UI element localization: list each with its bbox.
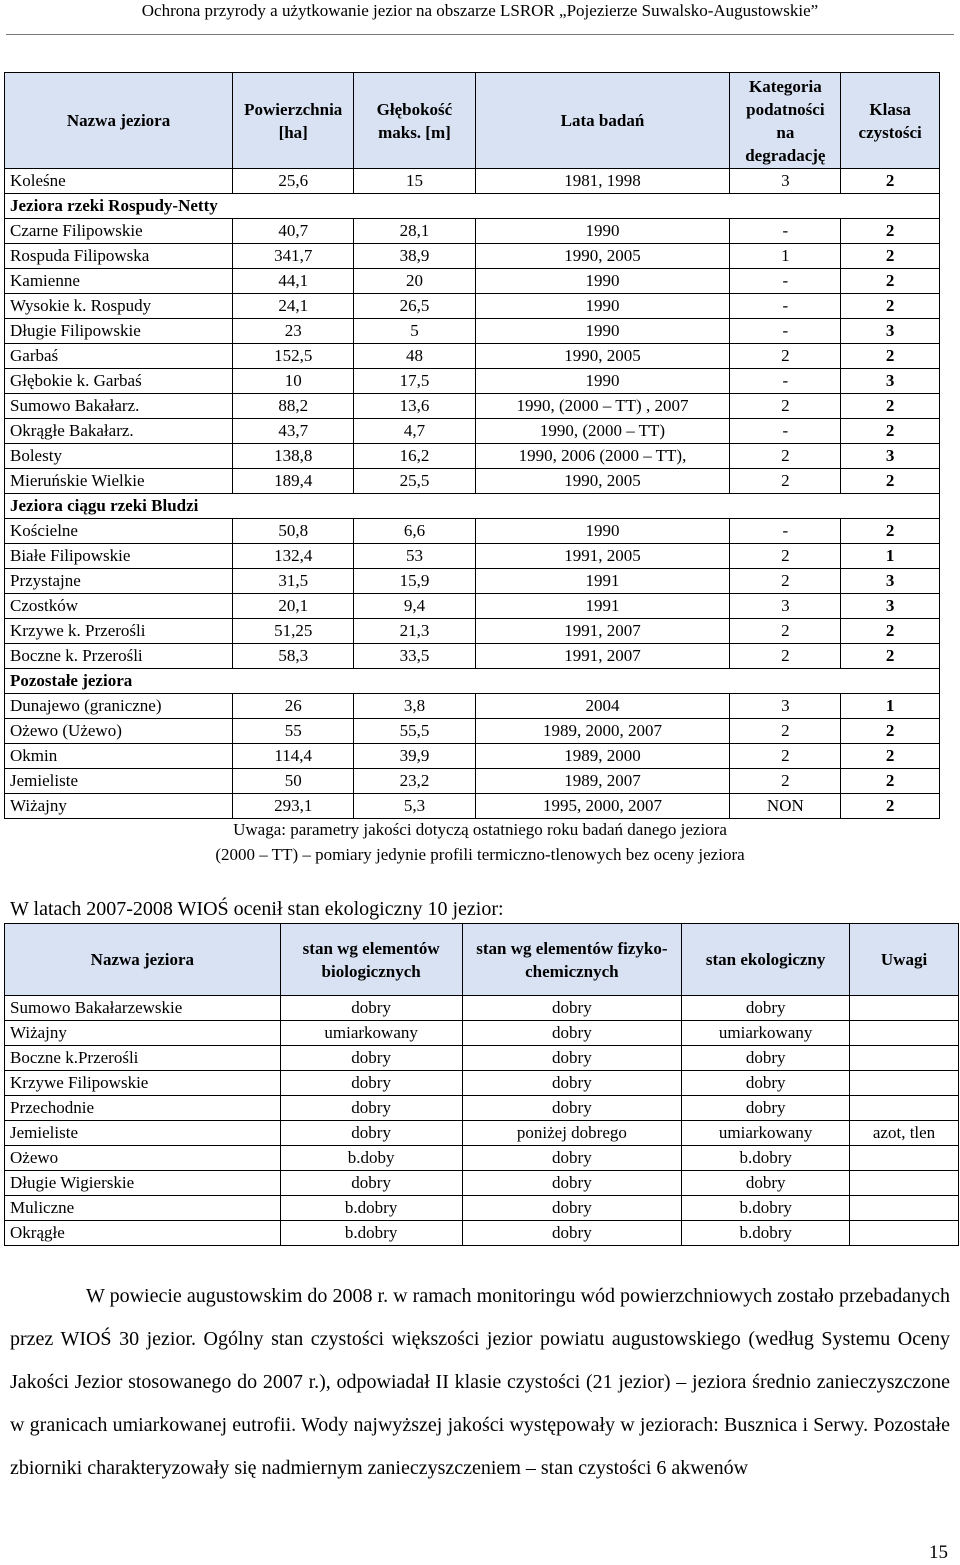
eco-row <box>5 996 959 1021</box>
cell-years: 1991, 2007 <box>475 644 730 669</box>
table-row <box>5 769 940 794</box>
eco-cell-bio: dobry <box>280 1121 462 1146</box>
table-row <box>5 619 940 644</box>
eco-cell-notes <box>850 996 959 1021</box>
cell-area: 44,1 <box>233 269 354 294</box>
cell-class: 2 <box>841 619 940 644</box>
eco-cell-physchem: dobry <box>462 1096 682 1121</box>
cell-years: 1990 <box>475 294 730 319</box>
cell-depth: 20 <box>354 269 475 294</box>
cell-area: 88,2 <box>233 394 354 419</box>
eco-table-header-row <box>5 924 959 996</box>
cell-name: Ożewo (Użewo) <box>5 719 233 744</box>
cell-area: 114,4 <box>233 744 354 769</box>
col-header-depth: Głębokość maks. [m] <box>354 73 475 169</box>
cell-years: 1991 <box>475 569 730 594</box>
cell-category: 2 <box>730 719 841 744</box>
cell-class: 1 <box>841 694 940 719</box>
cell-depth: 28,1 <box>354 219 475 244</box>
cell-class: 2 <box>841 794 940 819</box>
eco-cell-name: Okrągłe <box>5 1221 281 1246</box>
table-note-2: (2000 – TT) – pomiary jedynie profili termiczno-tlenowych bez oceny jeziora <box>215 845 745 864</box>
cell-depth: 55,5 <box>354 719 475 744</box>
cell-name: Mieruńskie Wielkie <box>5 469 233 494</box>
cell-depth: 6,6 <box>354 519 475 544</box>
eco-cell-eco: dobry <box>682 1046 850 1071</box>
cell-class: 1 <box>841 544 940 569</box>
cell-category: - <box>730 519 841 544</box>
cell-depth: 5,3 <box>354 794 475 819</box>
cell-category: 2 <box>730 344 841 369</box>
cell-category: 2 <box>730 469 841 494</box>
eco-cell-physchem: dobry <box>462 1071 682 1096</box>
cell-category: 2 <box>730 744 841 769</box>
eco-cell-eco: umiarkowany <box>682 1121 850 1146</box>
eco-cell-notes: azot, tlen <box>850 1121 959 1146</box>
cell-years: 1991, 2005 <box>475 544 730 569</box>
cell-area: 341,7 <box>233 244 354 269</box>
eco-header-notes: Uwagi <box>850 924 959 996</box>
cell-years: 1995, 2000, 2007 <box>475 794 730 819</box>
cell-class: 2 <box>841 269 940 294</box>
eco-cell-bio: dobry <box>280 1171 462 1196</box>
cell-category: 2 <box>730 544 841 569</box>
lakes-table <box>4 72 940 819</box>
eco-cell-bio: umiarkowany <box>280 1021 462 1046</box>
cell-area: 31,5 <box>233 569 354 594</box>
cell-depth: 4,7 <box>354 419 475 444</box>
eco-cell-name: Ożewo <box>5 1146 281 1171</box>
eco-cell-eco: b.dobry <box>682 1146 850 1171</box>
cell-category: 3 <box>730 169 841 194</box>
cell-name: Sumowo Bakałarz. <box>5 394 233 419</box>
cell-name: Czarne Filipowskie <box>5 219 233 244</box>
cell-depth: 17,5 <box>354 369 475 394</box>
cell-years: 1989, 2007 <box>475 769 730 794</box>
cell-area: 189,4 <box>233 469 354 494</box>
cell-depth: 25,5 <box>354 469 475 494</box>
cell-category: 2 <box>730 444 841 469</box>
eco-cell-notes <box>850 1221 959 1246</box>
cell-years: 1990, (2000 – TT) , 2007 <box>475 394 730 419</box>
cell-depth: 33,5 <box>354 644 475 669</box>
cell-years: 1990, 2005 <box>475 469 730 494</box>
cell-class: 2 <box>841 644 940 669</box>
cell-category: 3 <box>730 694 841 719</box>
cell-category: 2 <box>730 569 841 594</box>
table-group-row <box>5 669 940 694</box>
cell-depth: 48 <box>354 344 475 369</box>
eco-row <box>5 1071 959 1096</box>
table-row <box>5 394 940 419</box>
eco-cell-bio: dobry <box>280 996 462 1021</box>
eco-row <box>5 1221 959 1246</box>
cell-area: 40,7 <box>233 219 354 244</box>
cell-category: - <box>730 219 841 244</box>
table-row <box>5 794 940 819</box>
eco-row <box>5 1046 959 1071</box>
cell-name: Głębokie k. Garbaś <box>5 369 233 394</box>
cell-class: 2 <box>841 769 940 794</box>
eco-cell-name: Boczne k.Przerośli <box>5 1046 281 1071</box>
eco-cell-notes <box>850 1071 959 1096</box>
cell-class: 2 <box>841 244 940 269</box>
cell-class: 2 <box>841 219 940 244</box>
cell-name: Boczne k. Przerośli <box>5 644 233 669</box>
cell-depth: 3,8 <box>354 694 475 719</box>
cell-name: Wiżajny <box>5 794 233 819</box>
table-row <box>5 469 940 494</box>
cell-depth: 21,3 <box>354 619 475 644</box>
cell-years: 1990, 2006 (2000 – TT), <box>475 444 730 469</box>
cell-name: Czostków <box>5 594 233 619</box>
cell-years: 1990 <box>475 219 730 244</box>
eco-header-physchem: stan wg elementów fizyko-chemicznych <box>462 924 682 996</box>
eco-cell-notes <box>850 1046 959 1071</box>
table-row <box>5 219 940 244</box>
body-paragraph <box>10 1275 950 1490</box>
cell-name: Okrągłe Bakałarz. <box>5 419 233 444</box>
cell-depth: 53 <box>354 544 475 569</box>
cell-class: 3 <box>841 594 940 619</box>
eco-cell-eco: dobry <box>682 1096 850 1121</box>
col-header-category: Kategoria podatności na degradację <box>730 73 841 169</box>
table-row <box>5 719 940 744</box>
cell-name: Wysokie k. Rospudy <box>5 294 233 319</box>
eco-cell-name: Muliczne <box>5 1196 281 1221</box>
cell-area: 55 <box>233 719 354 744</box>
eco-cell-physchem: dobry <box>462 1171 682 1196</box>
cell-area: 58,3 <box>233 644 354 669</box>
eco-row <box>5 1196 959 1221</box>
cell-area: 50 <box>233 769 354 794</box>
eco-cell-bio: b.dobry <box>280 1221 462 1246</box>
cell-years: 1989, 2000 <box>475 744 730 769</box>
eco-cell-physchem: dobry <box>462 1046 682 1071</box>
cell-name: Kamienne <box>5 269 233 294</box>
cell-class: 2 <box>841 169 940 194</box>
eco-cell-name: Wiżajny <box>5 1021 281 1046</box>
cell-class: 2 <box>841 719 940 744</box>
cell-class: 3 <box>841 569 940 594</box>
cell-name: Koleśne <box>5 169 233 194</box>
group-label: Pozostałe jeziora <box>5 669 940 694</box>
cell-name: Dunajewo (graniczne) <box>5 694 233 719</box>
cell-years: 2004 <box>475 694 730 719</box>
eco-row <box>5 1171 959 1196</box>
eco-cell-bio: dobry <box>280 1071 462 1096</box>
cell-area: 24,1 <box>233 294 354 319</box>
cell-depth: 13,6 <box>354 394 475 419</box>
table-row <box>5 269 940 294</box>
cell-area: 43,7 <box>233 419 354 444</box>
eco-cell-bio: dobry <box>280 1046 462 1071</box>
cell-class: 2 <box>841 419 940 444</box>
cell-class: 2 <box>841 744 940 769</box>
cell-name: Kościelne <box>5 519 233 544</box>
table-group-row <box>5 194 940 219</box>
eco-cell-eco: dobry <box>682 1071 850 1096</box>
cell-area: 23 <box>233 319 354 344</box>
cell-area: 10 <box>233 369 354 394</box>
cell-depth: 5 <box>354 319 475 344</box>
eco-cell-notes <box>850 1096 959 1121</box>
cell-category: - <box>730 419 841 444</box>
cell-class: 3 <box>841 319 940 344</box>
table-group-row <box>5 494 940 519</box>
cell-category: 1 <box>730 244 841 269</box>
body-paragraph-text: W powiecie augustowskim do 2008 r. w ramach monitoringu wód powierzchniowych zostało przebadanych przez WIOŚ 30 jezior. Ogólny stan czystości większości jezior powiatu augustowskiego (według Systemu Oceny Jakości Jezior stosowanego do 2007 r.), odpowiadał II klasie czystości (21 jezior) – jeziora średnio zanieczyszczone w granicach umiarkowanej eutrofii. Wody najwyższej jakości występowały w jeziorach: Busznica i Serwy. Pozostałe zbiorniki charakteryzowały się nadmiernym zanieczyszczeniem – stan czystości 6 akwenów <box>10 1285 950 1479</box>
group-label: Jeziora ciągu rzeki Bludzi <box>5 494 940 519</box>
cell-years: 1990 <box>475 369 730 394</box>
table-row <box>5 419 940 444</box>
cell-area: 26 <box>233 694 354 719</box>
cell-depth: 9,4 <box>354 594 475 619</box>
eco-cell-physchem: dobry <box>462 1146 682 1171</box>
cell-category: - <box>730 319 841 344</box>
group-label: Jeziora rzeki Rospudy-Netty <box>5 194 940 219</box>
table-row <box>5 569 940 594</box>
cell-area: 152,5 <box>233 344 354 369</box>
cell-depth: 38,9 <box>354 244 475 269</box>
table-row <box>5 544 940 569</box>
cell-area: 20,1 <box>233 594 354 619</box>
cell-name: Przystajne <box>5 569 233 594</box>
col-header-area: Powierzchnia [ha] <box>233 73 354 169</box>
cell-area: 25,6 <box>233 169 354 194</box>
table-note-1: Uwaga: parametry jakości dotyczą ostatniego roku badań danego jeziora <box>233 820 727 839</box>
cell-category: 2 <box>730 619 841 644</box>
eco-cell-bio: b.doby <box>280 1146 462 1171</box>
cell-years: 1990, 2005 <box>475 244 730 269</box>
eco-intro: W latach 2007-2008 WIOŚ ocenił stan ekologiczny 10 jezior: <box>10 898 504 920</box>
eco-cell-physchem: dobry <box>462 1021 682 1046</box>
table-row <box>5 369 940 394</box>
cell-category: 2 <box>730 769 841 794</box>
cell-area: 138,8 <box>233 444 354 469</box>
cell-category: NON <box>730 794 841 819</box>
cell-class: 2 <box>841 394 940 419</box>
cell-area: 50,8 <box>233 519 354 544</box>
table-row <box>5 169 940 194</box>
table-row <box>5 519 940 544</box>
cell-years: 1991 <box>475 594 730 619</box>
cell-depth: 23,2 <box>354 769 475 794</box>
cell-depth: 16,2 <box>354 444 475 469</box>
cell-depth: 15,9 <box>354 569 475 594</box>
eco-cell-name: Jemieliste <box>5 1121 281 1146</box>
cell-category: - <box>730 369 841 394</box>
table-row <box>5 644 940 669</box>
eco-table <box>4 923 959 1246</box>
eco-row <box>5 1146 959 1171</box>
eco-cell-eco: dobry <box>682 1171 850 1196</box>
table-row <box>5 294 940 319</box>
cell-class: 3 <box>841 369 940 394</box>
cell-years: 1990, (2000 – TT) <box>475 419 730 444</box>
cell-depth: 39,9 <box>354 744 475 769</box>
eco-cell-physchem: dobry <box>462 1221 682 1246</box>
eco-cell-notes <box>850 1021 959 1046</box>
cell-years: 1981, 1998 <box>475 169 730 194</box>
cell-name: Długie Filipowskie <box>5 319 233 344</box>
eco-cell-notes <box>850 1146 959 1171</box>
col-header-name: Nazwa jeziora <box>5 73 233 169</box>
cell-category: - <box>730 269 841 294</box>
cell-years: 1990, 2005 <box>475 344 730 369</box>
eco-cell-name: Krzywe Filipowskie <box>5 1071 281 1096</box>
cell-name: Krzywe k. Przerośli <box>5 619 233 644</box>
col-header-years: Lata badań <box>475 73 730 169</box>
eco-cell-physchem: poniżej dobrego <box>462 1121 682 1146</box>
eco-header-bio: stan wg elementów biologicznych <box>280 924 462 996</box>
cell-years: 1990 <box>475 319 730 344</box>
table-row <box>5 444 940 469</box>
cell-class: 2 <box>841 294 940 319</box>
eco-cell-eco: b.dobry <box>682 1221 850 1246</box>
cell-depth: 26,5 <box>354 294 475 319</box>
eco-cell-physchem: dobry <box>462 1196 682 1221</box>
lakes-table-header-row <box>5 73 940 169</box>
cell-class: 2 <box>841 469 940 494</box>
eco-cell-bio: b.dobry <box>280 1196 462 1221</box>
cell-class: 3 <box>841 444 940 469</box>
running-header: Ochrona przyrody a użytkowanie jezior na obszarze LSROR „Pojezierze Suwalsko-Augustowskie” <box>141 1 819 20</box>
eco-header-eco: stan ekologiczny <box>682 924 850 996</box>
cell-category: 2 <box>730 644 841 669</box>
cell-class: 2 <box>841 519 940 544</box>
eco-cell-bio: dobry <box>280 1096 462 1121</box>
cell-area: 132,4 <box>233 544 354 569</box>
eco-cell-physchem: dobry <box>462 996 682 1021</box>
cell-category: - <box>730 294 841 319</box>
eco-row <box>5 1096 959 1121</box>
cell-years: 1989, 2000, 2007 <box>475 719 730 744</box>
cell-years: 1991, 2007 <box>475 619 730 644</box>
cell-name: Okmin <box>5 744 233 769</box>
eco-cell-eco: umiarkowany <box>682 1021 850 1046</box>
table-row <box>5 744 940 769</box>
table-row <box>5 319 940 344</box>
cell-category: 3 <box>730 594 841 619</box>
cell-years: 1990 <box>475 269 730 294</box>
eco-cell-notes <box>850 1196 959 1221</box>
table-row <box>5 694 940 719</box>
cell-category: 2 <box>730 394 841 419</box>
eco-cell-eco: dobry <box>682 996 850 1021</box>
eco-row <box>5 1121 959 1146</box>
cell-depth: 15 <box>354 169 475 194</box>
cell-area: 293,1 <box>233 794 354 819</box>
eco-cell-notes <box>850 1171 959 1196</box>
cell-years: 1990 <box>475 519 730 544</box>
eco-cell-name: Długie Wigierskie <box>5 1171 281 1196</box>
eco-row <box>5 1021 959 1046</box>
col-header-class: Klasa czystości <box>841 73 940 169</box>
cell-name: Rospuda Filipowska <box>5 244 233 269</box>
table-row <box>5 244 940 269</box>
cell-class: 2 <box>841 344 940 369</box>
cell-name: Jemieliste <box>5 769 233 794</box>
eco-cell-eco: b.dobry <box>682 1196 850 1221</box>
header-divider <box>6 34 954 35</box>
eco-header-name: Nazwa jeziora <box>5 924 281 996</box>
eco-cell-name: Przechodnie <box>5 1096 281 1121</box>
eco-cell-name: Sumowo Bakałarzewskie <box>5 996 281 1021</box>
cell-name: Garbaś <box>5 344 233 369</box>
cell-name: Bolesty <box>5 444 233 469</box>
cell-name: Białe Filipowskie <box>5 544 233 569</box>
cell-area: 51,25 <box>233 619 354 644</box>
table-row <box>5 594 940 619</box>
table-row <box>5 344 940 369</box>
page-number: 15 <box>929 1542 948 1563</box>
